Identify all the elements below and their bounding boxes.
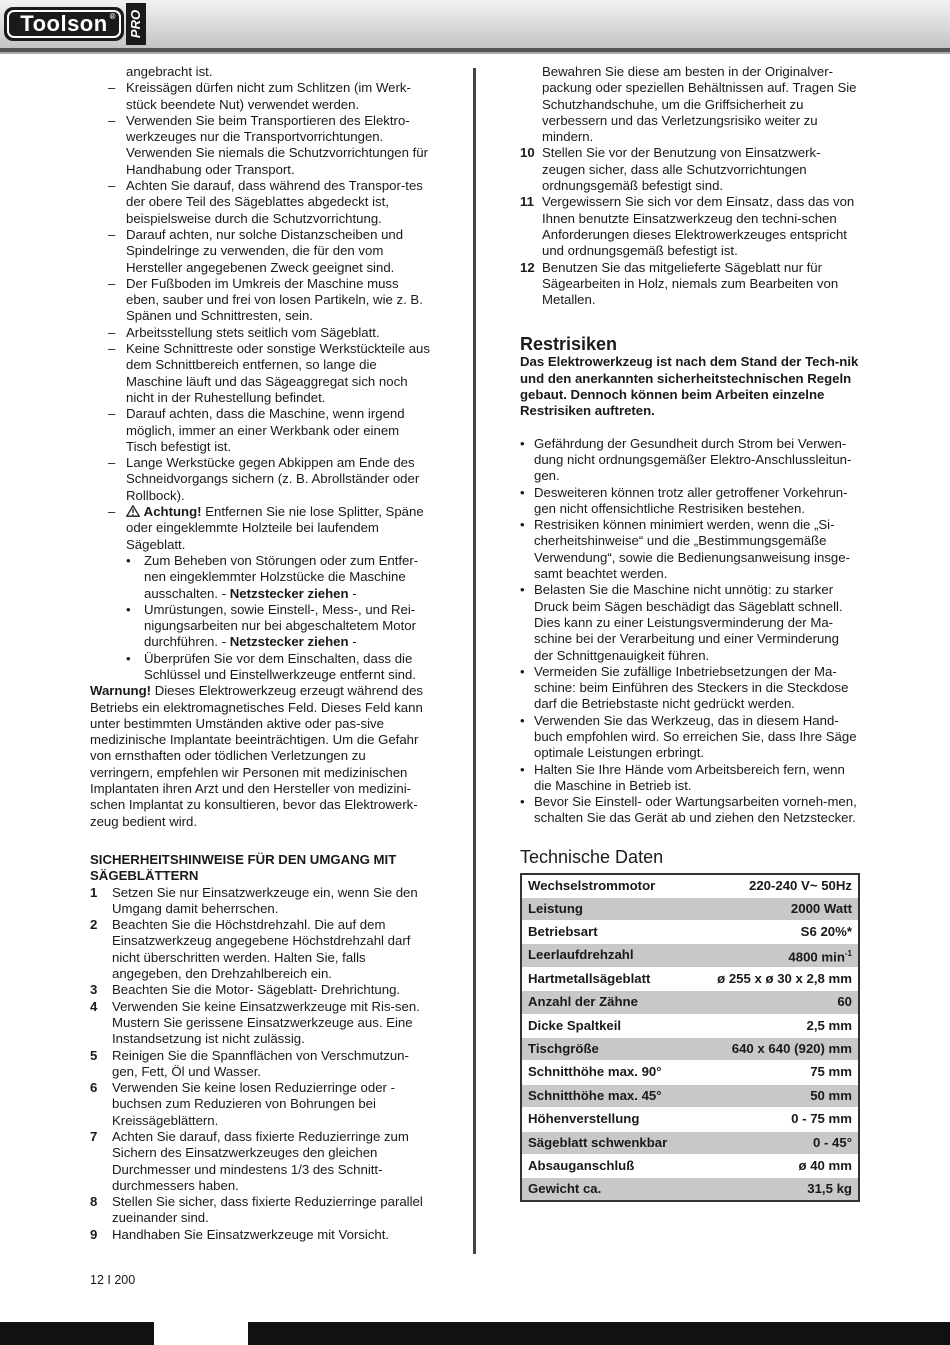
tech-value-text: 0 - 45° bbox=[813, 1134, 852, 1150]
saw-blade-safety-heading: SICHERHEITSHINWEISE FÜR DEN UMGANG MIT SÄGEBLÄTTERN bbox=[90, 851, 397, 884]
column-divider bbox=[473, 68, 476, 1254]
tech-row bbox=[521, 1061, 859, 1084]
pro-badge bbox=[126, 3, 146, 45]
right-column bbox=[520, 64, 860, 1202]
list-item-text: Keine Schnittreste oder sonstige Werkstückteile aus dem Schnittbereich entfernen, so lange die Maschine läuft und das Sägeaggregat sich noch nicht in der Ruhestellung befindet. bbox=[126, 341, 430, 405]
list-item-text: Kreissägen dürfen nicht zum Schlitzen (im Werk-stück beendete Nut) verwendet werden. bbox=[126, 80, 411, 112]
item-text: Beachten Sie die Höchstdrehzahl. Die auf dem Einsatzwerkzeug angegebene Höchstdrehzahl darf nicht überschritten werden. Halten Sie, falls angegeben, den Drehzahlbereich ein. bbox=[112, 917, 411, 982]
risk-list-item bbox=[520, 582, 860, 663]
tech-label: Hartmetallsägeblatt bbox=[521, 967, 692, 990]
tech-value-text: 4800 min bbox=[788, 949, 845, 965]
achtung-item: – Achtung! Entfernen Sie nie lose Splitter, Späne oder eingeklemmte Holzteile bei laufendem Sägeblatt. bbox=[108, 504, 424, 552]
bullet-marker: • bbox=[520, 435, 525, 451]
numbered-item bbox=[90, 1194, 430, 1227]
risk-item-text: Desweiteren können trotz aller getroffener Vorkehrun-gen nicht offensichtliche Restrisiken bestehen. bbox=[534, 484, 848, 516]
list-item-continuation: angebracht ist. bbox=[126, 64, 213, 79]
item-text: Benutzen Sie das mitgelieferte Sägeblatt nur für Sägearbeiten in Holz, niemals zum Bearbeiten von Metallen. bbox=[542, 259, 839, 308]
item-text: Verwenden Sie keine Einsatzwerkzeuge mit Ris-sen. Mustern Sie gerissene Einsatzwerkzeuge aus. Eine Instandsetzung ist nicht zulässig. bbox=[112, 998, 420, 1047]
item-number: 11 bbox=[520, 194, 534, 210]
numbered-item bbox=[90, 885, 430, 918]
warning-label: Warnung! bbox=[90, 683, 152, 699]
list-item bbox=[90, 80, 430, 113]
tech-value bbox=[692, 1178, 859, 1201]
bullet-marker: • bbox=[520, 517, 525, 533]
registered-mark: ® bbox=[109, 12, 116, 21]
tech-value bbox=[692, 1154, 859, 1177]
list-item bbox=[90, 455, 430, 504]
item-number: 1 bbox=[90, 884, 98, 900]
item-text: Beachten Sie die Motor- Sägeblatt- Drehrichtung. bbox=[112, 982, 401, 998]
tech-value bbox=[692, 1014, 859, 1037]
warning-paragraph bbox=[90, 683, 430, 830]
sub-item-text: Überprüfen Sie vor dem Einschalten, dass die Schlüssel und Einstellwerkzeuge entfernt sind. bbox=[144, 650, 416, 682]
list-item bbox=[90, 113, 430, 178]
risk-list-item bbox=[520, 436, 860, 485]
risk-list-item bbox=[520, 485, 860, 518]
item-text: Stellen Sie vor der Benutzung von Einsatzwerk-zeugen sicher, dass alle Schutzvorrichtungen ordnungsgemäß befestigt sind. bbox=[542, 145, 821, 194]
risk-item-text: Restrisiken können minimiert werden, wenn die „Si-cherheitshinweise“ und die „Bestimmungsgemäße Verwendung“, sowie die Bedienungsanweisung insge-samt beachtet werden. bbox=[534, 517, 850, 582]
tech-label: Dicke Spaltkeil bbox=[521, 1014, 692, 1037]
risk-list-item bbox=[520, 713, 860, 762]
bullet-marker: • bbox=[520, 663, 525, 679]
item-number: 3 bbox=[90, 982, 98, 998]
bullet-marker: • bbox=[520, 712, 525, 728]
tech-row bbox=[521, 1178, 859, 1201]
tech-value bbox=[692, 897, 859, 920]
tech-data-table bbox=[520, 873, 860, 1202]
numbered-item bbox=[90, 1227, 430, 1243]
numbered-item bbox=[90, 1080, 430, 1129]
item-text: Vergewissern Sie sich vor dem Einsatz, dass das von Ihnen benutzte Einsatzwerkzeug den techni-schen Anforderungen dieses Elektrowerkzeuges entspricht und ordnungsgemäß befestigt ist. bbox=[542, 194, 855, 259]
sub-item-text: Zum Beheben von Störungen oder zum Entfer-nen eingeklemmter Holzstücke die Maschine ausschalten. - bbox=[144, 552, 419, 601]
tech-value bbox=[692, 1108, 859, 1131]
tech-value-text: 50 mm bbox=[810, 1087, 852, 1103]
list-item-text: Arbeitsstellung stets seitlich vom Sägeblatt. bbox=[126, 324, 380, 340]
item-text: Verwenden Sie keine losen Reduzierringe oder -buchsen zum Reduzieren von Bohrungen bei Kreissägeblättern. bbox=[112, 1080, 395, 1128]
safety-instructions-list bbox=[90, 64, 430, 504]
tech-value-text: 640 x 640 (920) mm bbox=[731, 1041, 852, 1057]
tech-value bbox=[692, 1038, 859, 1061]
page-header bbox=[0, 0, 950, 48]
achtung-text: Entfernen Sie nie lose Splitter, Späne oder eingeklemmte Holzteile bei laufendem Sägeblatt. bbox=[126, 504, 424, 552]
item-text: Setzen Sie nur Einsatzwerkzeuge ein, wenn Sie den Umgang damit beherrschen. bbox=[112, 884, 418, 916]
item-number: 12 bbox=[520, 259, 535, 275]
dash-marker: – bbox=[108, 80, 116, 96]
tech-row bbox=[521, 967, 859, 990]
tech-value bbox=[692, 944, 859, 967]
restrisiken-title: Restrisiken bbox=[520, 334, 618, 355]
left-column bbox=[90, 64, 430, 1243]
tech-value bbox=[692, 1084, 859, 1107]
tech-value bbox=[692, 921, 859, 944]
logo-text: Toolson bbox=[20, 11, 108, 36]
sub-item-tail: - bbox=[352, 585, 357, 601]
item-number: 2 bbox=[90, 917, 98, 933]
tech-row bbox=[521, 1038, 859, 1061]
tech-value-text: ø 40 mm bbox=[798, 1158, 852, 1173]
footer-bar-right bbox=[248, 1322, 950, 1345]
tech-label: Höhenverstellung bbox=[521, 1108, 692, 1131]
list-item-text: Darauf achten, nur solche Distanzscheiben und Spindelringe zu verwenden, die für den vom Hersteller angegebenen Zweck geeignet sind. bbox=[126, 226, 404, 275]
dash-marker: – bbox=[108, 406, 116, 422]
unplug-instruction: Netzstecker ziehen bbox=[229, 634, 349, 650]
bullet-marker: • bbox=[126, 650, 131, 666]
risk-item-text: Verwenden Sie das Werkzeug, das in diesem Hand-buch empfohlen wird. So erreichen Sie, dass Ihre Säge optimale Leistungen erbringt. bbox=[534, 712, 857, 761]
achtung-label: Achtung! bbox=[143, 504, 202, 520]
header-rule-light bbox=[0, 52, 950, 54]
tech-value-exponent: -1 bbox=[844, 948, 852, 958]
tech-value bbox=[692, 1061, 859, 1084]
bullet-marker: • bbox=[520, 794, 525, 810]
tech-row bbox=[521, 1084, 859, 1107]
pro-label: PRO bbox=[128, 9, 143, 39]
tech-value bbox=[692, 1131, 859, 1154]
tech-value bbox=[692, 967, 859, 990]
tech-value bbox=[692, 991, 859, 1014]
unplug-instruction: Netzstecker ziehen bbox=[229, 585, 349, 601]
tech-label: Gewicht ca. bbox=[521, 1178, 692, 1201]
numbered-item bbox=[90, 982, 430, 998]
bullet-marker: • bbox=[126, 552, 131, 568]
numbered-item bbox=[520, 194, 860, 259]
item-text: Reinigen Sie die Spannflächen von Verschmutzun-gen, Fett, Öl und Wasser. bbox=[112, 1047, 409, 1079]
tech-row bbox=[521, 897, 859, 920]
achtung-sub-list bbox=[90, 553, 430, 683]
list-item-text: Darauf achten, dass die Maschine, wenn irgend möglich, immer an einer Werkbank oder einem Tisch befestigt ist. bbox=[126, 406, 405, 454]
risk-item-text: Belasten Sie die Maschine nicht unnötig: zu starker Druck beim Sägen beschädigt das Sägeblatt schnell. Dies kann zu einer Leistungsverminderung der Ma-schine bei der Verarbeitung und einer Verminderung der Schnittgenauigkeit führen. bbox=[534, 582, 843, 663]
page-number: 12 I 200 bbox=[90, 1273, 136, 1287]
numbered-item bbox=[90, 917, 430, 982]
numbered-item bbox=[90, 1129, 430, 1194]
tech-row bbox=[521, 874, 859, 897]
dash-marker: – bbox=[108, 275, 116, 291]
item-text: Handhaben Sie Einsatzwerkzeuge mit Vorsicht. bbox=[112, 1226, 390, 1242]
tech-value-text: 2000 Watt bbox=[790, 900, 852, 916]
restrisiken-list bbox=[520, 436, 860, 827]
saw-blade-safety-list bbox=[90, 885, 430, 1244]
list-item bbox=[90, 276, 430, 325]
tech-label: Wechselstrommotor bbox=[521, 874, 692, 897]
tech-value bbox=[692, 874, 859, 897]
list-item-text: Achten Sie darauf, dass während des Transpor-tes der obere Teil des Sägeblattes abgedeckt ist, beispielsweise durch die Schutzvorrichtung. bbox=[126, 178, 423, 226]
tech-value-text: 75 mm bbox=[810, 1064, 852, 1080]
sub-list-item bbox=[90, 651, 430, 684]
risk-list-item bbox=[520, 794, 860, 827]
tech-row bbox=[521, 1131, 859, 1154]
sub-list-item bbox=[90, 602, 430, 651]
list-item bbox=[90, 178, 430, 227]
tech-label: Absauganschluß bbox=[521, 1154, 692, 1177]
dash-marker: – bbox=[108, 112, 116, 128]
tech-row bbox=[521, 1154, 859, 1177]
dash-marker: – bbox=[108, 341, 116, 357]
tech-row bbox=[521, 1014, 859, 1037]
tech-value-text: ø 255 x ø 30 x 2,8 mm bbox=[717, 970, 852, 986]
tech-label: Schnitthöhe max. 45° bbox=[521, 1084, 692, 1107]
item-number: 5 bbox=[90, 1047, 98, 1063]
bullet-marker: • bbox=[520, 582, 525, 598]
item-number: 6 bbox=[90, 1080, 98, 1096]
tech-label: Schnitthöhe max. 90° bbox=[521, 1061, 692, 1084]
dash-marker: – bbox=[108, 455, 116, 471]
tech-label: Leistung bbox=[521, 897, 692, 920]
continued-item-9: Bewahren Sie diese am besten in der Originalver-packung oder speziellen Behältnissen auf. Tragen Sie Schutzhandschuhe, um die Griffsicherheit zu verbessern und das Verletzungsrisiko weiter zu mindern. bbox=[542, 64, 857, 145]
tech-label: Betriebsart bbox=[521, 921, 692, 944]
risk-item-text: Bevor Sie Einstell- oder Wartungsarbeiten vorneh-men, schalten Sie das Gerät ab und ziehen den Netzstecker. bbox=[534, 794, 857, 826]
sub-item-text: Umrüstungen, sowie Einstell-, Mess-, und Rei-nigungsarbeiten nur bei abgeschaltetem Motor durchführen. - bbox=[144, 601, 416, 650]
warning-triangle-icon bbox=[126, 505, 140, 517]
numbered-item bbox=[90, 999, 430, 1048]
tech-row bbox=[521, 944, 859, 967]
list-item-text: Verwenden Sie beim Transportieren des Elektro-werkzeuges nur die Transportvorrichtungen. Verwenden Sie niemals die Schutzvorrichtungen für Handhabung oder Transport. bbox=[126, 112, 429, 177]
risk-list-item bbox=[520, 664, 860, 713]
item-text: Stellen Sie sicher, dass fixierte Reduzierringe parallel zueinander sind. bbox=[112, 1194, 423, 1226]
list-item bbox=[90, 325, 430, 341]
item-number: 9 bbox=[90, 1226, 98, 1242]
numbered-item bbox=[520, 260, 860, 309]
list-item bbox=[90, 227, 430, 276]
sub-list-item bbox=[90, 553, 430, 602]
risk-item-text: Halten Sie Ihre Hände vom Arbeitsbereich fern, wenn die Maschine in Betrieb ist. bbox=[534, 761, 845, 793]
item-number: 4 bbox=[90, 998, 98, 1014]
dash-marker: – bbox=[108, 178, 116, 194]
bullet-marker: • bbox=[520, 761, 525, 777]
risk-item-text: Vermeiden Sie zufällige Inbetriebsetzungen der Ma-schine: beim Einführen des Steckers in die Steckdose darf die Betriebstaste nicht gedrückt werden. bbox=[534, 663, 849, 712]
tech-row bbox=[521, 991, 859, 1014]
tech-label: Anzahl der Zähne bbox=[521, 991, 692, 1014]
risk-list-item bbox=[520, 517, 860, 582]
item-text: Achten Sie darauf, dass fixierte Reduzierringe zum Sichern des Einsatzwerkzeuges den gleichen Durchmesser und mindestens 1/3 des Schnitt-durchmessers haben. bbox=[112, 1129, 409, 1193]
bullet-marker: • bbox=[520, 484, 525, 500]
tech-value-text: 2,5 mm bbox=[806, 1017, 852, 1033]
item-number: 8 bbox=[90, 1194, 98, 1210]
restrisiken-intro: Das Elektrowerkzeug ist nach dem Stand der Tech-nik und den anerkannten sicherheitstechnischen Regeln gebaut. Dennoch können beim Arbeiten einzelne Restrisiken auftreten. bbox=[520, 354, 859, 419]
toolson-logo bbox=[4, 7, 124, 41]
item-number: 7 bbox=[90, 1129, 98, 1144]
numbered-item bbox=[90, 1048, 430, 1081]
numbered-item bbox=[520, 145, 860, 194]
tech-label: Sägeblatt schwenkbar bbox=[521, 1131, 692, 1154]
list-item bbox=[90, 341, 430, 406]
bullet-marker: • bbox=[126, 601, 131, 617]
item-number: 10 bbox=[520, 145, 535, 161]
list-item-text: Der Fußboden im Umkreis der Maschine muss eben, sauber und frei von losen Partikeln, wie z. B. Spänen und Schnittresten, sein. bbox=[126, 275, 423, 324]
tech-row bbox=[521, 1108, 859, 1131]
risk-list-item bbox=[520, 762, 860, 795]
tech-label: Leerlaufdrehzahl bbox=[521, 944, 692, 967]
list-item bbox=[90, 406, 430, 455]
sub-item-tail: - bbox=[352, 634, 357, 650]
tech-value-text: 220-240 V~ 50Hz bbox=[748, 877, 852, 893]
dash-marker: – bbox=[108, 226, 116, 242]
tech-row bbox=[521, 921, 859, 944]
risk-item-text: Gefährdung der Gesundheit durch Strom bei Verwen-dung nicht ordnungsgemäßer Elektro-Anschlussleitun-gen. bbox=[534, 435, 852, 484]
saw-blade-safety-list-cont bbox=[520, 145, 860, 308]
footer-bar-left bbox=[0, 1322, 154, 1345]
dash-marker: – bbox=[108, 324, 116, 340]
tech-data-title: Technische Daten bbox=[520, 846, 664, 867]
tech-value-text: 60 bbox=[837, 994, 852, 1010]
tech-value-text: 31,5 kg bbox=[807, 1181, 852, 1197]
warning-text: Dieses Elektrowerkzeug erzeugt während des Betriebs ein elektromagnetisches Feld. Dieses Feld kann unter bestimmten Umständen aktive oder pas-sive medizinische Implantate beeinträchtigen. Um die Gefahr von ernsthaften oder tödlichen Verletzungen zu verringern, empfehlen wir Personen mit medizinischen Implantaten ihren Arzt und den Hersteller von medizini-schen Implantat zu konsultieren, bevor das Elektrowerk-zeug bedient wird. bbox=[90, 683, 424, 829]
tech-value-text: S6 20%* bbox=[800, 924, 852, 940]
tech-value-text: 0 - 75 mm bbox=[791, 1111, 852, 1127]
list-item-text: Lange Werkstücke gegen Abkippen am Ende des Schneidvorgangs sichern (z. B. Abrollständer oder Rollbock). bbox=[126, 455, 420, 503]
tech-label: Tischgröße bbox=[521, 1038, 692, 1061]
